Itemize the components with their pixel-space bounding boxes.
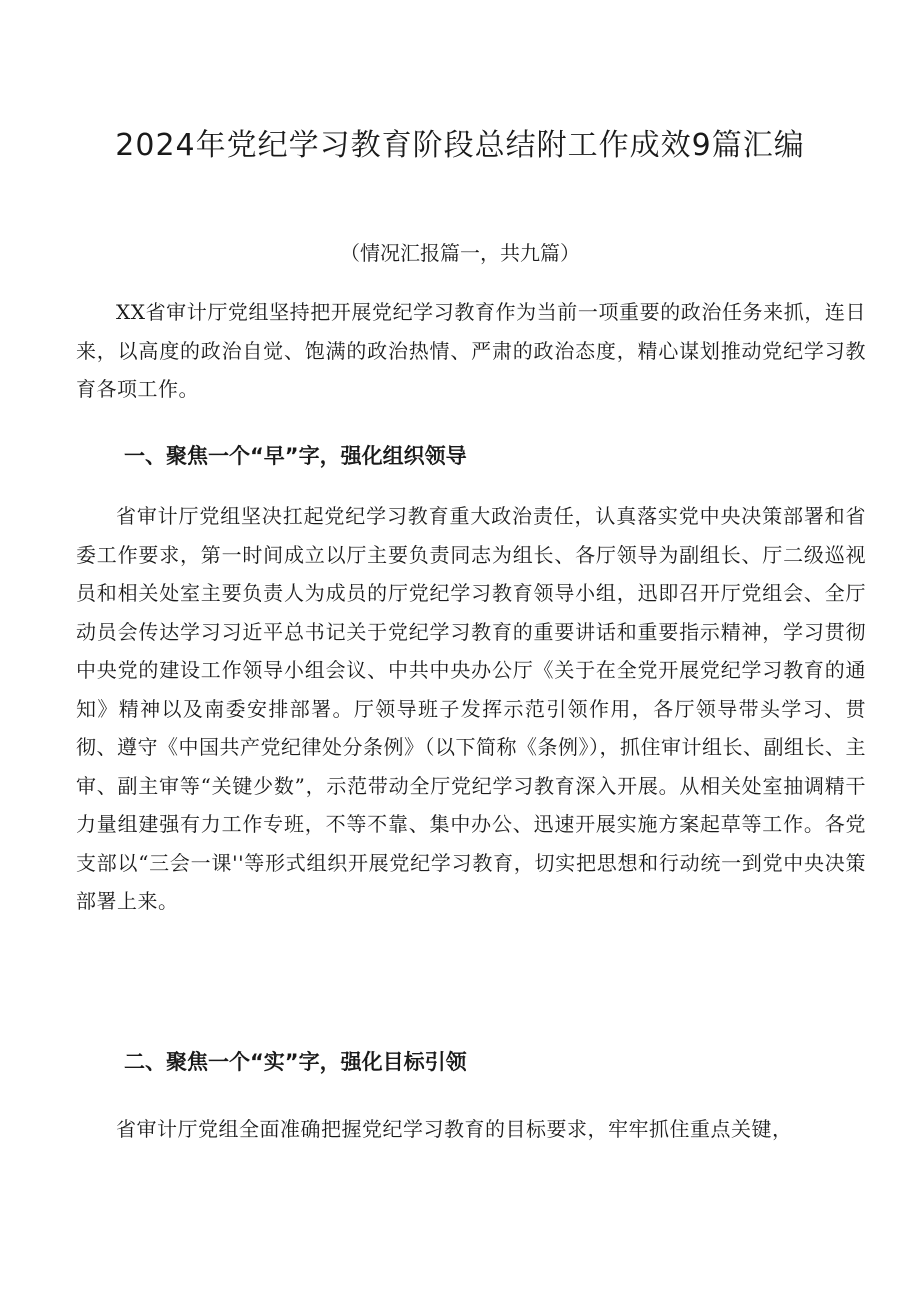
document-title: 2024年党纪学习教育阶段总结附工作成效9篇汇编 — [115, 128, 805, 163]
section-1-paragraph: 省审计厅党组坚决扛起党纪学习教育重大政治责任，认真落实党中央决策部署和省委工作要求，第一时间成立以厅主要负责同志为组长、各厅领导为副组长、厅二级巡视员和相关处室主要负责人为成员的厅党纪学习教育领导小组，迅即召开厅党组会、全厅动员会传达学习习近平总书记关于党纪学习教育的重要讲话和重要指示精神，学习贯彻中央党的建设工作领导小组会议、中共中央办公厅《关于在全党开展党纪学习教育的通知》精神以及南委安排部署。厅领导班子发挥示范引领作用，各厅领导带头学习、贯彻、遵守《中国共产党纪律处分条例》（以下简称《条例》），抓住审计组长、副组长、主审、副主审等“关键少数”，示范带动全厅党纪学习教育深入开展。从相关处室抽调精干力量组建强有力工作专班，不等不靠、集中办公、迅速开展实施方案起草等工作。各党支部以“三会一课''等形式组织开展党纪学习教育，切实把思想和行动统一到党中央决策部署上来。 — [76, 504, 866, 913]
section-heading-2: 二、聚焦一个“实”字，强化目标引领 — [124, 1050, 467, 1074]
section-2-paragraph: 省审计厅党组全面准确把握党纪学习教育的目标要求，牢牢抓住重点关键， — [116, 1117, 793, 1141]
document-subtitle: （情况汇报篇一，共九篇） — [340, 241, 580, 265]
section-heading-1: 一、聚焦一个“早”字，强化组织领导 — [124, 444, 467, 468]
intro-paragraph: XX省审计厅党组坚持把开展党纪学习教育作为当前一项重要的政治任务来抓，连日来，以高度的政治自觉、饱满的政治热情、严肃的政治态度，精心谋划推动党纪学习教育各项工作。 — [76, 300, 866, 401]
